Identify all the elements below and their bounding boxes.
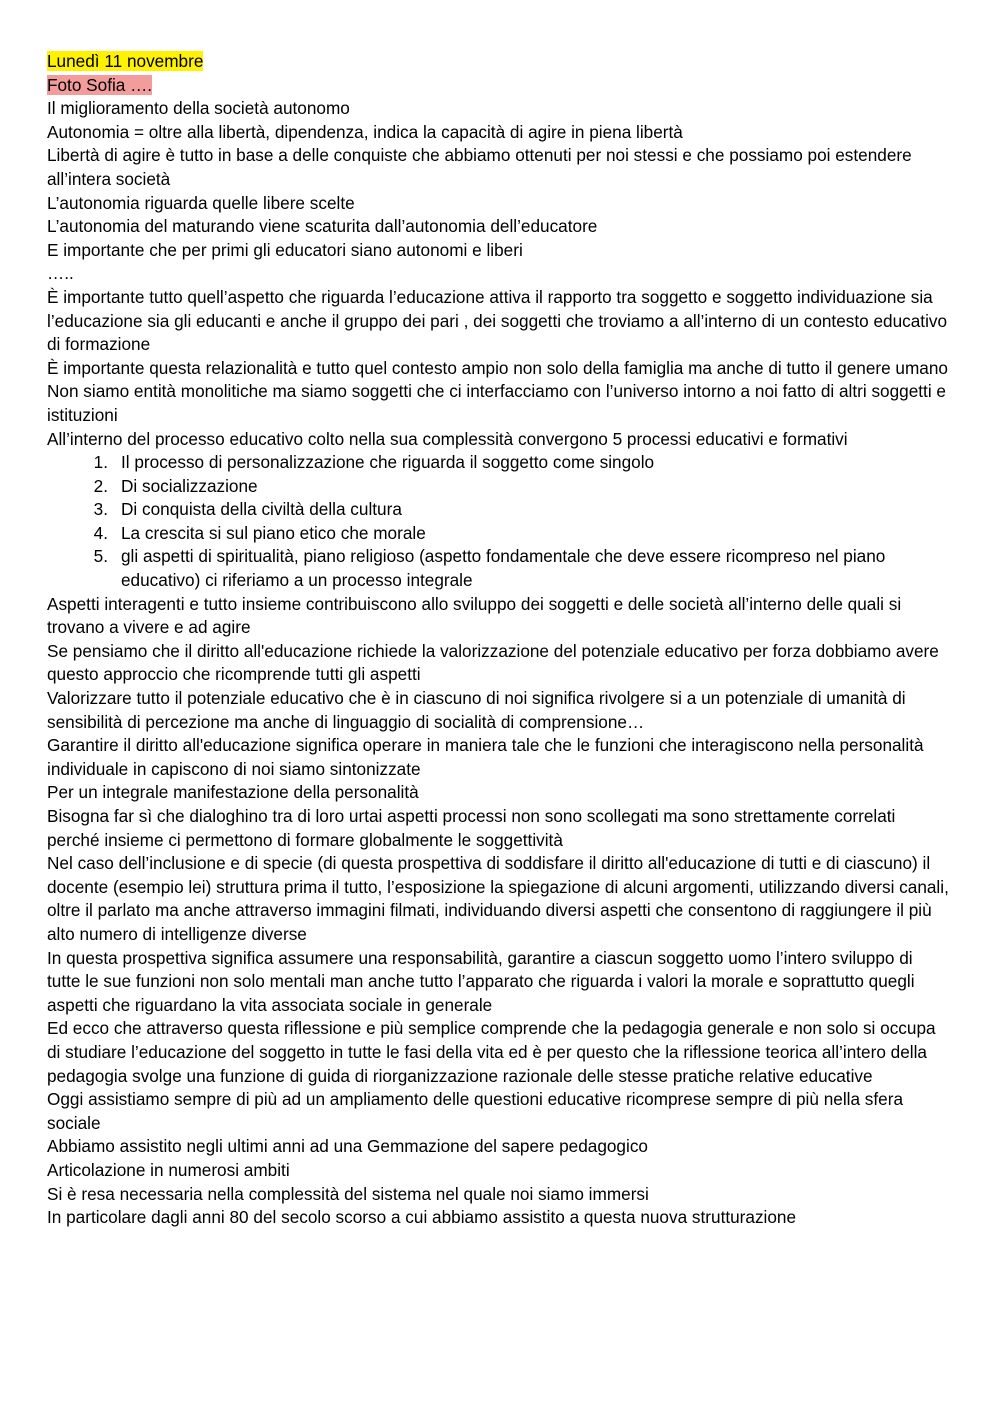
- paragraph: Libertà di agire è tutto in base a delle conquiste che abbiamo ottenuti per noi stessi e che possiamo poi estendere all’intera società: [47, 145, 912, 189]
- paragraph: Aspetti interagenti e tutto insieme contribuiscono allo sviluppo dei soggetti e delle società all’interno delle quali si trovano a vivere e ad agire: [47, 593, 902, 638]
- paragraph: E importante che per primi gli educatori siano autonomi e liberi: [47, 239, 523, 260]
- paragraph: Oggi assistiamo sempre di più ad un ampliamento delle questioni educative ricomprese sempre di più nella sfera sociale: [47, 1089, 904, 1133]
- list-item: [47, 522, 950, 546]
- list-item-number: 3.: [93, 499, 108, 520]
- paragraph: Non siamo entità monolitiche ma siamo soggetti che ci interfacciamo con l’universo intorno a noi fatto di altri soggetti e istituzioni: [47, 381, 946, 425]
- paragraph: L’autonomia riguarda quelle libere scelte: [47, 192, 355, 213]
- photo-note-highlight: Foto Sofia ….: [47, 74, 153, 95]
- list-item-number: 2.: [93, 475, 108, 496]
- date-line: [47, 50, 950, 74]
- list-item-text: Di socializzazione: [121, 475, 258, 496]
- paragraph: Nel caso dell’inclusione e di specie (di questa prospettiva di soddisfare il diritto all'educazione di tutti e di ciascuno) il docente (esempio lei) struttura prima il tutto, l’esposizione la spiegazione di alcuni argomenti, utilizzando diversi canali, oltre il parlato ma anche attraverso immagini filmati, individuando diversi aspetti che consentono di raggiungere il più alto numero di intelligenze diverse: [47, 853, 949, 944]
- paragraph: È importante questa relazionalità e tutto quel contesto ampio non solo della famiglia ma anche di tutto il genere umano: [47, 357, 948, 378]
- paragraph: In particolare dagli anni 80 del secolo scorso a cui abbiamo assistito a questa nuova strutturazione: [47, 1207, 797, 1228]
- photo-note-line: [47, 74, 950, 98]
- paragraph: L’autonomia del maturando viene scaturita dall’autonomia dell’educatore: [47, 216, 598, 237]
- list-item-number: 5.: [93, 546, 108, 567]
- paragraph: Bisogna far sì che dialoghino tra di loro urtai aspetti processi non sono scollegati ma sono strettamente correlati perché insieme ci permettono di formare globalmente le soggettività: [47, 806, 896, 850]
- paragraphs-before: [47, 97, 950, 451]
- list-item-text: gli aspetti di spiritualità, piano religioso (aspetto fondamentale che deve essere ricompreso nel piano educativo) ci riferiamo a un processo integrale: [121, 546, 886, 591]
- paragraph: Ed ecco che attraverso questa riflessione e più semplice comprende che la pedagogia generale e non solo si occupa di studiare l’educazione del soggetto in tutte le fasi della vita ed è per questo che la riflessione teorica all’intero della pedagogia svolge una funzione di guida di riorganizzazione razionale delle stesse pratiche relative educative: [47, 1018, 936, 1086]
- paragraph: All’interno del processo educativo colto nella sua complessità convergono 5 processi educativi e formativi: [47, 428, 848, 449]
- paragraph: È importante tutto quell’aspetto che riguarda l’educazione attiva il rapporto tra soggetto e soggetto individuazione sia l’educazione sia gli educanti e anche il gruppo dei pari , dei soggetti che troviamo a all’interno di un contesto educativo di formazione: [47, 286, 948, 355]
- paragraph: Abbiamo assistito negli ultimi anni ad una Gemmazione del sapere pedagogico: [47, 1136, 648, 1157]
- paragraph: Garantire il diritto all'educazione significa operare in maniera tale che le funzioni che interagiscono nella personalità individuale in capiscono di noi siamo sintonizzate: [47, 735, 924, 779]
- paragraph: Autonomia = oltre alla libertà, dipendenza, indica la capacità di agire in piena libertà: [47, 121, 683, 142]
- list-item-text: Il processo di personalizzazione che riguarda il soggetto come singolo: [121, 452, 655, 473]
- list-item: [47, 475, 950, 499]
- paragraph: In questa prospettiva significa assumere una responsabilità, garantire a ciascun soggetto uomo l’intero sviluppo di tutte le sue funzioni non solo mentali man anche tutto l’apparato che riguarda i valori la morale e soprattutto quegli aspetti che riguardano la vita associata sociale in generale: [47, 947, 915, 1015]
- list-item: [47, 545, 950, 592]
- paragraph: …..: [47, 263, 74, 284]
- list-item-number: 1.: [93, 452, 108, 473]
- list-item: [47, 451, 950, 475]
- paragraph: Valorizzare tutto il potenziale educativo che è in ciascuno di noi significa rivolgere si a un potenziale di umanità di sensibilità di percezione ma anche di linguaggio di socialità di comprensione…: [47, 688, 906, 732]
- date-highlight: Lunedì 11 novembre: [47, 51, 204, 71]
- list-item-number: 4.: [93, 522, 108, 543]
- paragraph: Se pensiamo che il diritto all'educazione richiede la valorizzazione del potenziale educativo per forza dobbiamo avere questo approccio che ricomprende tutti gli aspetti: [47, 640, 939, 685]
- list-item-text: La crescita si sul piano etico che morale: [121, 522, 426, 543]
- paragraph: Si è resa necessaria nella complessità del sistema nel quale noi siamo immersi: [47, 1183, 649, 1204]
- paragraph: Articolazione in numerosi ambiti: [47, 1159, 290, 1180]
- paragraph: Per un integrale manifestazione della personalità: [47, 782, 419, 803]
- list-item-text: Di conquista della civiltà della cultura: [121, 499, 402, 520]
- list-item: [47, 498, 950, 522]
- process-list: [47, 451, 950, 593]
- paragraphs-after: [47, 593, 950, 1230]
- paragraph: Il miglioramento della società autonomo: [47, 98, 350, 119]
